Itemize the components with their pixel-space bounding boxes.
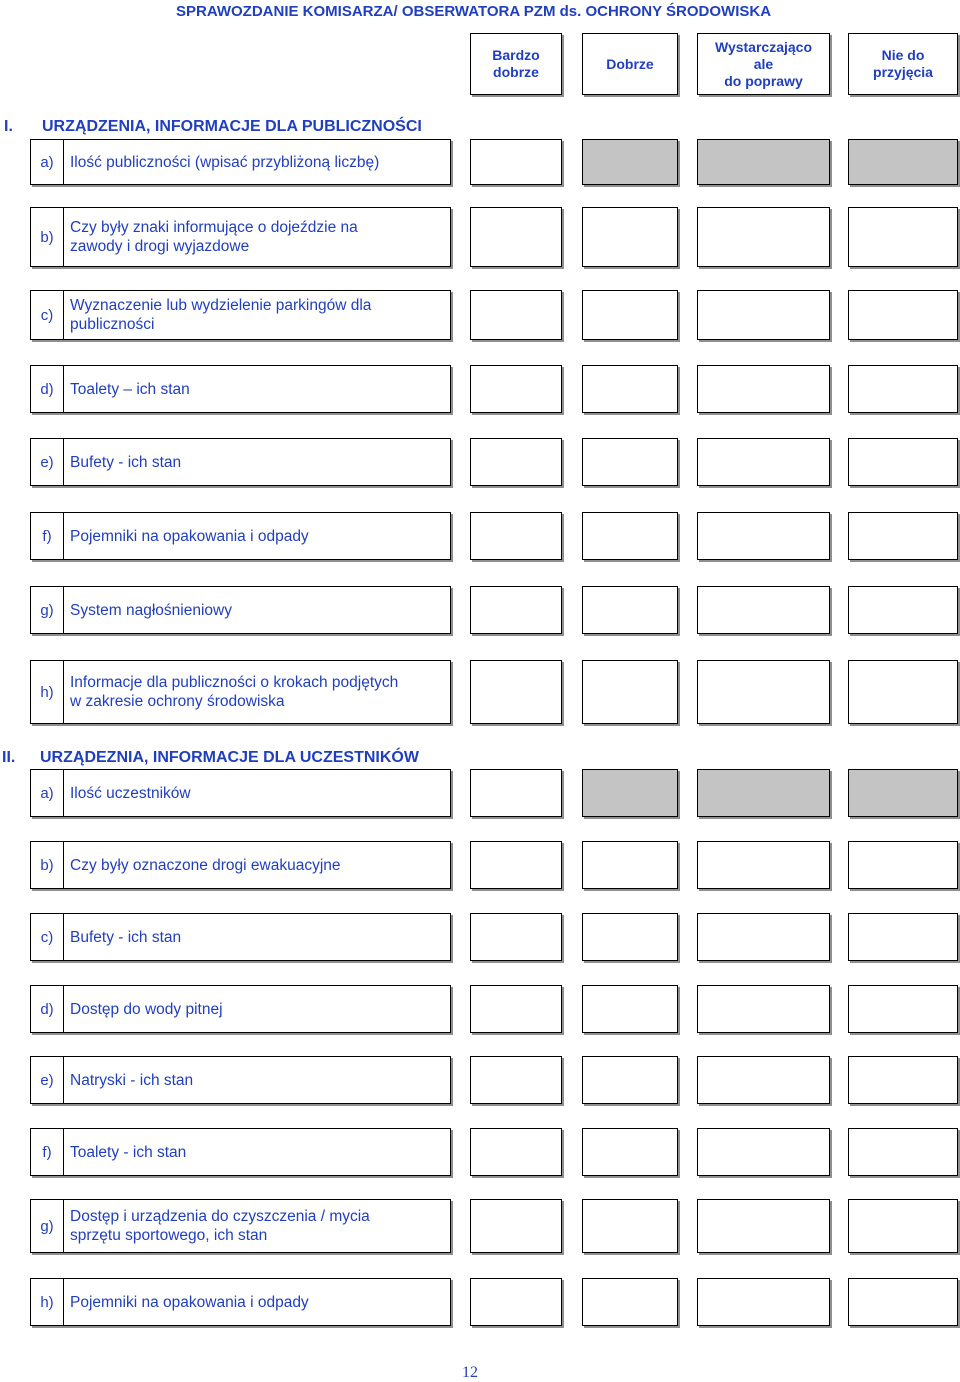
rating-cell[interactable] — [470, 290, 562, 340]
criterion-label: Ilość publiczności (wpisać przybliżoną liczbę) — [70, 153, 380, 171]
rating-cell[interactable] — [848, 1056, 958, 1104]
criterion-row — [30, 207, 451, 267]
rating-cell[interactable] — [470, 1278, 562, 1326]
rating-cell[interactable] — [697, 207, 830, 267]
rating-cell-disabled — [697, 139, 830, 185]
rating-cell[interactable] — [470, 438, 562, 486]
criterion-row — [30, 769, 451, 817]
rating-cell[interactable] — [848, 1199, 958, 1253]
rating-cell[interactable] — [582, 365, 678, 413]
rating-cell-disabled — [697, 769, 830, 817]
criterion-letter: f) — [31, 513, 64, 559]
rating-column-very-good: Bardzo dobrze — [470, 33, 562, 95]
rating-cell[interactable] — [470, 660, 562, 724]
rating-column-good: Dobrze — [582, 33, 678, 95]
rating-cell[interactable] — [582, 438, 678, 486]
page-number: 12 — [462, 1364, 478, 1381]
criterion-row — [30, 1056, 451, 1104]
rating-cell[interactable] — [848, 290, 958, 340]
criterion-row — [30, 586, 451, 634]
rating-cell[interactable] — [697, 1056, 830, 1104]
rating-cell[interactable] — [697, 1199, 830, 1253]
criterion-letter: h) — [31, 1279, 64, 1325]
rating-cell[interactable] — [697, 1278, 830, 1326]
criterion-row — [30, 438, 451, 486]
rating-cell[interactable] — [470, 913, 562, 961]
criterion-letter: b) — [31, 208, 64, 266]
criterion-label: Informacje dla publiczności o krokach podjętych w zakresie ochrony środowiska — [70, 674, 399, 710]
rating-cell[interactable] — [848, 913, 958, 961]
rating-cell[interactable] — [582, 660, 678, 724]
criterion-row — [30, 365, 451, 413]
rating-cell[interactable] — [470, 1128, 562, 1176]
rating-cell[interactable] — [848, 207, 958, 267]
section-number: II. — [2, 749, 16, 766]
criterion-label: Dostęp do wody pitnej — [70, 1000, 223, 1018]
criterion-label: Wyznaczenie lub wydzielenie parkingów dla publiczności — [70, 297, 372, 333]
criterion-label: Czy były znaki informujące o dojeździe na zawody i drogi wyjazdowe — [70, 219, 358, 255]
rating-cell[interactable] — [848, 512, 958, 560]
rating-cell[interactable] — [582, 1128, 678, 1176]
rating-cell[interactable] — [470, 841, 562, 889]
rating-cell[interactable] — [697, 1128, 830, 1176]
criterion-label: Natryski - ich stan — [70, 1071, 194, 1089]
rating-cell[interactable] — [697, 290, 830, 340]
rating-cell[interactable] — [582, 512, 678, 560]
rating-cell[interactable] — [470, 365, 562, 413]
rating-cell[interactable] — [697, 841, 830, 889]
rating-cell[interactable] — [470, 1199, 562, 1253]
rating-cell[interactable] — [697, 985, 830, 1033]
rating-cell[interactable] — [582, 1056, 678, 1104]
rating-cell[interactable] — [697, 586, 830, 634]
criterion-letter: c) — [31, 914, 64, 960]
criterion-row — [30, 841, 451, 889]
rating-cell[interactable] — [582, 586, 678, 634]
criterion-row — [30, 1128, 451, 1176]
criterion-row — [30, 660, 451, 724]
criterion-letter: e) — [31, 439, 64, 485]
rating-cell[interactable] — [697, 365, 830, 413]
rating-cell-disabled — [582, 769, 678, 817]
criterion-letter: h) — [31, 661, 64, 723]
rating-cell[interactable] — [697, 913, 830, 961]
criterion-row — [30, 913, 451, 961]
criterion-label: Pojemniki na opakowania i odpady — [70, 1293, 309, 1311]
criterion-label: Toalety - ich stan — [70, 1143, 187, 1161]
criterion-letter: a) — [31, 140, 64, 184]
rating-cell[interactable] — [697, 660, 830, 724]
rating-cell[interactable] — [470, 1056, 562, 1104]
rating-cell[interactable] — [697, 512, 830, 560]
criterion-letter: g) — [31, 587, 64, 633]
criterion-letter: d) — [31, 986, 64, 1032]
criterion-label: Czy były oznaczone drogi ewakuacyjne — [70, 856, 341, 874]
rating-cell[interactable] — [848, 1278, 958, 1326]
criterion-label: Bufety - ich stan — [70, 453, 182, 471]
rating-cell[interactable] — [848, 586, 958, 634]
rating-cell[interactable] — [582, 207, 678, 267]
criterion-row — [30, 1199, 451, 1253]
criterion-letter: f) — [31, 1129, 64, 1175]
rating-cell[interactable] — [848, 660, 958, 724]
rating-cell[interactable] — [470, 985, 562, 1033]
rating-cell[interactable] — [582, 1278, 678, 1326]
rating-cell[interactable] — [582, 841, 678, 889]
rating-cell[interactable] — [582, 913, 678, 961]
rating-cell[interactable] — [582, 985, 678, 1033]
rating-cell[interactable] — [848, 841, 958, 889]
rating-cell[interactable] — [470, 512, 562, 560]
rating-column-sufficient: Wystarczająco ale do poprawy — [697, 33, 830, 95]
rating-cell[interactable] — [848, 438, 958, 486]
section-heading: URZĄDZENIA, INFORMACJE DLA PUBLICZNOŚCI — [42, 118, 422, 135]
criterion-letter: d) — [31, 366, 64, 412]
rating-cell[interactable] — [582, 1199, 678, 1253]
rating-cell[interactable] — [470, 207, 562, 267]
criterion-letter: g) — [31, 1200, 64, 1252]
section-number: I. — [4, 118, 13, 135]
rating-cell[interactable] — [697, 438, 830, 486]
criterion-label: Toalety – ich stan — [70, 380, 190, 398]
criterion-letter: b) — [31, 842, 64, 888]
criterion-letter: e) — [31, 1057, 64, 1103]
criterion-letter: a) — [31, 770, 64, 816]
criterion-row — [30, 985, 451, 1033]
rating-cell-disabled — [848, 769, 958, 817]
rating-cell-disabled — [582, 139, 678, 185]
document-title: SPRAWOZDANIE KOMISARZA/ OBSERWATORA PZM ds. OCHRONY ŚRODOWISKA — [176, 3, 772, 20]
criterion-label: System nagłośnieniowy — [70, 601, 232, 619]
section-title — [2, 749, 602, 769]
rating-cell[interactable] — [470, 139, 562, 185]
criterion-row — [30, 290, 451, 340]
rating-column-unacceptable: Nie do przyjęcia — [848, 33, 958, 95]
criterion-label: Pojemniki na opakowania i odpady — [70, 527, 309, 545]
section-title — [4, 118, 604, 138]
criterion-row — [30, 139, 451, 185]
section-heading: URZĄDEZNIA, INFORMACJE DLA UCZESTNIKÓW — [40, 749, 419, 766]
rating-cell[interactable] — [470, 769, 562, 817]
rating-cell[interactable] — [582, 290, 678, 340]
criterion-row — [30, 1278, 451, 1326]
criterion-label: Dostęp i urządzenia do czyszczenia / mycia sprzętu sportowego, ich stan — [70, 1208, 370, 1244]
rating-cell[interactable] — [848, 365, 958, 413]
rating-cell-disabled — [848, 139, 958, 185]
criterion-label: Ilość uczestników — [70, 784, 191, 802]
rating-cell[interactable] — [848, 1128, 958, 1176]
criterion-row — [30, 512, 451, 560]
rating-cell[interactable] — [848, 985, 958, 1033]
criterion-letter: c) — [31, 291, 64, 339]
rating-cell[interactable] — [470, 586, 562, 634]
criterion-label: Bufety - ich stan — [70, 928, 182, 946]
